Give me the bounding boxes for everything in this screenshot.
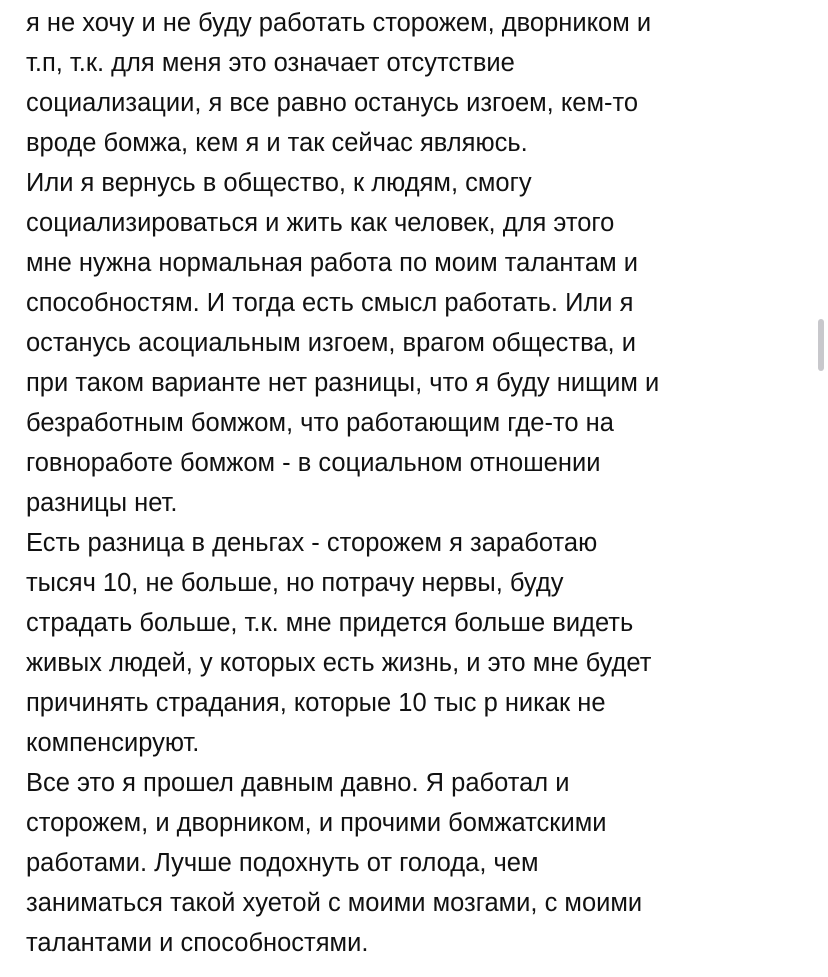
text-line: работами. Лучше подохнуть от голода, чем [26,849,539,877]
text-line: останусь асоциальным изгоем, врагом общества, и [26,329,636,357]
text-view[interactable] [26,0,796,977]
text-line: заниматься такой хуетой с моими мозгами, с моими [26,889,643,917]
text-line: вроде бомжа, кем я и так сейчас являюсь. [26,129,528,157]
text-line: компенсируют. [26,729,200,757]
text-line: Все это я прошел давным давно. Я работал и [26,769,570,797]
text-line: безработным бомжом, что работающим где-то на [26,409,614,437]
scrollbar[interactable] [814,0,828,977]
text-line: социализации, я все равно останусь изгоем, кем-то [26,89,639,117]
text-line: живых людей, у которых есть жизнь, и это мне будет [26,649,652,677]
text-line: способностям. И тогда есть смысл работать. Или я [26,289,634,317]
scrollbar-thumb[interactable] [818,319,824,371]
text-line: говноработе бомжом - в социальном отношении [26,449,601,477]
text-line: тысяч 10, не больше, но потрачу нервы, буду [26,569,564,597]
text-line: талантами и способностями. [26,929,369,957]
text-line: страдать больше, т.к. мне придется больше видеть [26,609,634,637]
text-line: причинять страдания, которые 10 тыс р никак не [26,689,606,717]
text-line: разницы нет. [26,489,178,517]
text-line: т.п, т.к. для меня это означает отсутствие [26,49,515,77]
text-line: при таком варианте нет разницы, что я буду нищим и [26,369,660,397]
text-line: я не хочу и не буду работать сторожем, дворником и [26,9,652,37]
text-line: Или я вернусь в общество, к людям, смогу [26,169,532,197]
text-line: сторожем, и дворником, и прочими бомжатскими [26,809,607,837]
message-text [26,0,796,963]
text-line: Есть разница в деньгах - сторожем я заработаю [26,529,598,557]
text-line: социализироваться и жить как человек, для этого [26,209,615,237]
text-line: мне нужна нормальная работа по моим талантам и [26,249,638,277]
